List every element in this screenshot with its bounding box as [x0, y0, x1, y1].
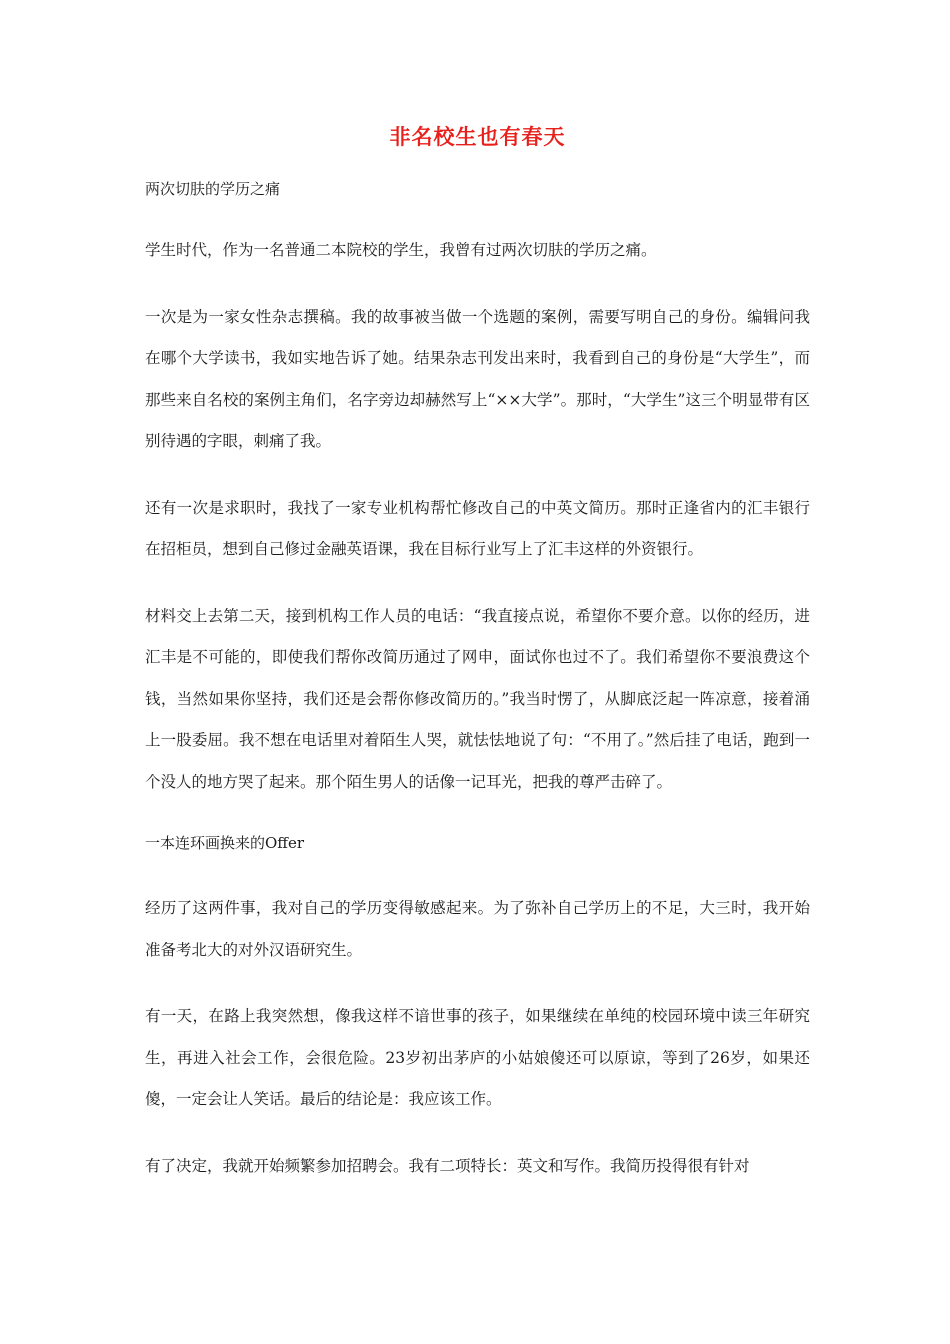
paragraph-3: 还有一次是求职时，我找了一家专业机构帮忙修改自己的中英文简历。那时正逢省内的汇丰银行在招柜员，想到自己修过金融英语课，我在目标行业写上了汇丰这样的外资银行。	[145, 498, 810, 558]
page-title: 非名校生也有春天	[389, 124, 566, 149]
paragraph-5: 经历了这两件事，我对自己的学历变得敏感起来。为了弥补自己学历上的不足，大三时，我开始准备考北大的对外汉语研究生。	[145, 899, 810, 959]
paragraph-6: 有一天，在路上我突然想，像我这样不谙世事的孩子，如果继续在单纯的校园环境中读三年研究生，再进入社会工作，会很危险。23岁初出茅庐的小姑娘傻还可以原谅，等到了26岁，如果还傻，一定会让人笑话。最后的结论是：我应该工作。	[145, 1007, 810, 1108]
paragraph-7: 有了决定，我就开始频繁参加招聘会。我有二项特长：英文和写作。我简历投得很有针对	[145, 1156, 750, 1175]
paragraph-1: 学生时代，作为一名普通二本院校的学生，我曾有过两次切肤的学历之痛。	[145, 241, 657, 259]
paragraph-4: 材料交上去第二天，接到机构工作人员的电话：“我直接点说，希望你不要介意。以你的经历，进汇丰是不可能的，即使我们帮你改简历通过了网申，面试你也过不了。我们希望你不要浪费这个钱，当然如果你坚持，我们还是会帮你修改简历的。”我当时愣了，从脚底泛起一阵凉意，接着涌上一股委屈。我不想在电话里对着陌生人哭，就怯怯地说了句：“不用了。”然后挂了电话，跑到一个没人的地方哭了起来。那个陌生男人的话像一记耳光，把我的尊严击碎了。	[145, 606, 810, 791]
document-page	[145, 122, 810, 1187]
section-heading-2: 一本连环画换来的Offer	[145, 834, 305, 852]
section-heading-1: 两次切肤的学历之痛	[145, 180, 281, 198]
paragraph-2: 一次是为一家女性杂志撰稿。我的故事被当做一个选题的案例，需要写明自己的身份。编辑问我在哪个大学读书，我如实地告诉了她。结果杂志刊发出来时，我看到自己的身份是“大学生”，而那些来自名校的案例主角们，名字旁边却赫然写上“××大学”。那时，“大学生”这三个明显带有区别待遇的字眼，刺痛了我。	[145, 307, 810, 450]
